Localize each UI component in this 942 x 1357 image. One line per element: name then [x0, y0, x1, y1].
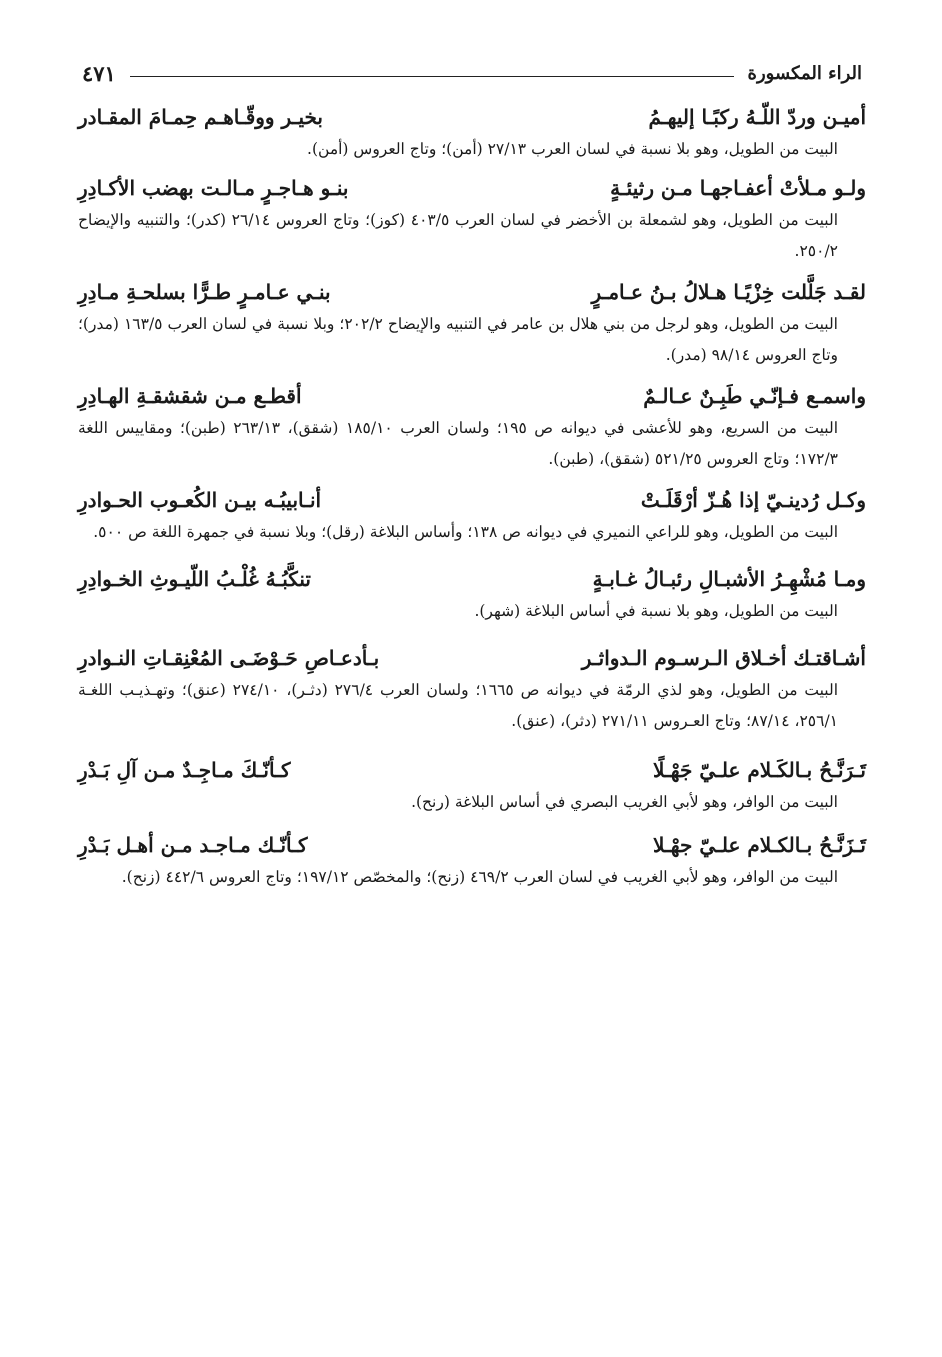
verse-first-hemistich: أشـاقتـك أخـلاق الـرسـوم الـدواثـر: [581, 646, 866, 670]
verse-citation: البيت من السريع، وهو للأعشى في ديوانه ص ١٩٥؛ ولسان العرب ١٨٥/١٠ (شقق)، ٢٦٣/١٣ (طبن)؛ ومقاييس اللغة ١٧٢/٣؛ وتاج العروس ٥٢١/٢٥ (شقق)، (طبن).: [78, 419, 839, 468]
verse-entry: [78, 483, 866, 548]
verse-second-hemistich: أنـابيبُـه بيـن الكُعـوب الحـوادرِ: [78, 488, 322, 512]
page-number: ٤٧١: [82, 60, 116, 86]
verse-entry: [78, 275, 866, 371]
verse-line: [78, 275, 866, 309]
verse-entry: [78, 562, 866, 627]
verse-entry: [78, 379, 866, 475]
verse-line: [78, 641, 866, 675]
verse-line: [78, 828, 866, 862]
verse-entry: [78, 641, 866, 737]
verse-first-hemistich: ولـو مـلأتْ أعفـاجهـا مـن رثيئـةٍ: [610, 176, 866, 200]
verse-second-hemistich: بنـو هـاجـرٍ مـالـت بهضب الأكـادِرِ: [78, 176, 349, 200]
verse-citation: البيت من الطويل، وهو بلا نسبة في لسان العرب ٢٧/١٣ (أمن)؛ وتاج العروس (أمن).: [307, 140, 838, 158]
section-title: الراء المكسورة: [747, 62, 862, 84]
verse-second-hemistich: تنكَّبُـهُ غُلْـبُ اللّيـوثِ الخـوادِرِ: [78, 567, 311, 591]
verse-first-hemistich: تَـزَنَّـحُ بـالكـلام علـيّ جهْـلا: [653, 833, 866, 857]
header-rule: [130, 76, 734, 77]
verse-first-hemistich: واسمـع فـإنّـي طَبِـنٌ عـالـمٌ: [643, 384, 866, 408]
verse-second-hemistich: أقطـع مـن شقشقـةِ الهـادِرِ: [78, 384, 302, 408]
verse-entry: [78, 100, 866, 165]
verse-line: [78, 483, 866, 517]
verse-first-hemistich: ومـا مُشْهِـرُ الأشبـالِ رئبـالُ غـابـةٍ: [592, 567, 866, 591]
verse-citation: البيت من الطويل، وهو للراعي النميري في ديوانه ص ١٣٨؛ وأساس البلاغة (رقل)؛ وبلا نسبة في جمهرة اللغة ص ٥٠٠.: [93, 523, 838, 541]
verse-line: [78, 171, 866, 205]
verse-citation: البيت من الوافر، وهو لأبي الغريب البصري في أساس البلاغة (رنح).: [411, 793, 838, 811]
verse-line: [78, 753, 866, 787]
verse-second-hemistich: كـأنّـكَ مـاجِـدٌ مـن آلِ بَـدْرِ: [78, 758, 291, 782]
verse-line: [78, 562, 866, 596]
verse-second-hemistich: بخيـر ووقّـاهـم حِمـامَ المقـادر: [78, 105, 323, 129]
verse-second-hemistich: بنـي عـامـرٍ طـرًّا بسلحـةِ مـادِرِ: [78, 280, 331, 304]
verse-second-hemistich: بـأدعـاصِ حَـوْضَـى المُعْنِقـاتِ النـوادرِ: [78, 646, 380, 670]
verse-first-hemistich: وكـل رُدينـيّ إذا هُـزّ أرْقَلَـتْ: [640, 488, 866, 512]
verse-entry: [78, 828, 866, 893]
verse-entries: [78, 100, 866, 901]
verse-line: [78, 100, 866, 134]
verse-first-hemistich: لقـد جَلَّلت خِزْيًـا هـلالُ بـنُ عـامـرٍ: [591, 280, 866, 304]
verse-second-hemistich: كـأنّـك مـاجـد مـن أهـل بَـدْرِ: [78, 833, 308, 857]
verse-citation: البيت من الطويل، وهو بلا نسبة في أساس البلاغة (شهر).: [474, 602, 838, 620]
verse-citation: البيت من الطويل، وهو لرجل من بني هلال بن عامر في التنبيه والإيضاح ٢٠٢/٢؛ وبلا نسبة في لسان العرب ١٦٣/٥ (مدر)؛ وتاج العروس ٩٨/١٤ (مدر).: [78, 315, 838, 364]
verse-entry: [78, 171, 866, 267]
verse-entry: [78, 753, 866, 818]
verse-citation: البيت من الطويل، وهو لذي الرمّة في ديوانه ص ١٦٦٥؛ ولسان العرب ٢٧٦/٤ (دثـر)، ٢٧٤/١٠ (عنق)؛ وتهـذيـب اللغـة ٢٥٦/١، ٨٧/١٤؛ وتاج العـروس ٢٧١/١١ (دثر)، (عنق).: [78, 681, 838, 730]
verse-first-hemistich: أميـن وردّ اللّـهُ ركبًـا إليهـمُ: [648, 105, 866, 129]
verse-line: [78, 379, 866, 413]
verse-citation: البيت من الطويل، وهو لشمعلة بن الأخضر في لسان العرب ٤٠٣/٥ (كوز)؛ وتاج العروس ٢٦/١٤ (كدر)؛ والتنبيه والإيضاح ٢٥٠/٢.: [78, 211, 838, 260]
verse-first-hemistich: تَـرَنَّـحُ بـالكَـلام علـيّ جَهْـلًا: [653, 758, 866, 782]
running-header: [82, 56, 862, 90]
verse-citation: البيت من الوافر، وهو لأبي الغريب في لسان العرب ٤٦٩/٢ (زنح)؛ والمخصّص ١٩٧/١٢؛ وتاج العروس ٤٤٢/٦ (زنح).: [121, 868, 838, 886]
